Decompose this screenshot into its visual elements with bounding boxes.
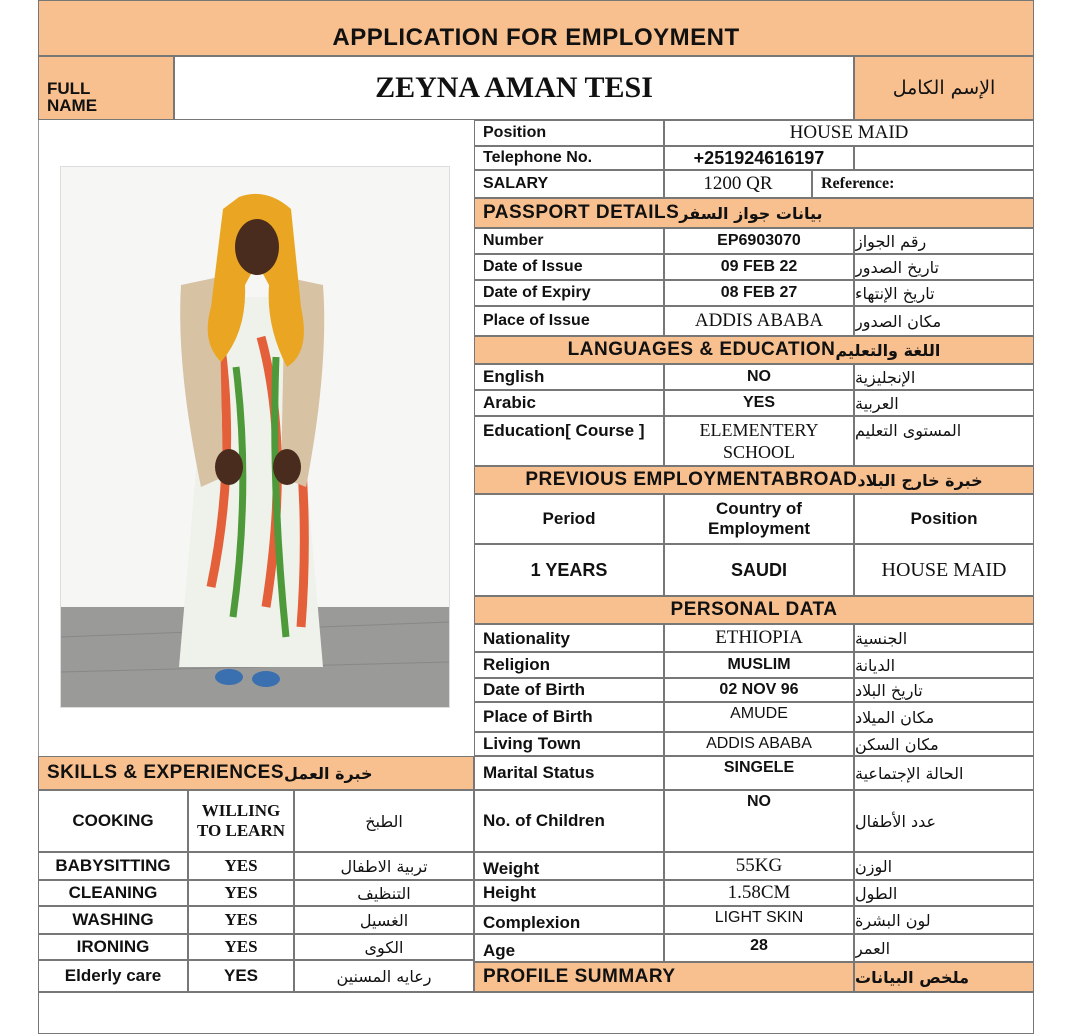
age-value: 28 xyxy=(664,934,854,962)
ironing-ar: الكوى xyxy=(294,934,474,960)
passport-place-ar: مكان الصدور xyxy=(854,306,1034,336)
weight-ar: الوزن xyxy=(854,852,1034,880)
ironing-label: IRONING xyxy=(38,934,188,960)
reference-label: Reference: xyxy=(812,170,1034,198)
washing-label: WASHING xyxy=(38,906,188,934)
living-town-ar: مكان السكن xyxy=(854,732,1034,756)
passport-header xyxy=(474,198,1034,228)
passport-number-ar: رقم الجواز xyxy=(854,228,1034,254)
education-label: Education[ Course ] xyxy=(474,416,664,466)
previous-employment-header-label: PREVIOUS EMPLOYMENTABROAD xyxy=(525,469,858,490)
passport-expiry-value: 08 FEB 27 xyxy=(664,280,854,306)
living-town-value: ADDIS ABABA xyxy=(664,732,854,756)
marital-status-value: SINGELE xyxy=(664,756,854,790)
country-column-header: Country of Employment xyxy=(664,494,854,544)
height-value: 1.58CM xyxy=(664,880,854,906)
period-column-header: Period xyxy=(474,494,664,544)
pob-ar: مكان الميلاد xyxy=(854,702,1034,732)
ironing-value: YES xyxy=(188,934,294,960)
passport-header-label: PASSPORT DETAILS xyxy=(483,202,680,223)
applicant-photo xyxy=(60,166,450,708)
nationality-label: Nationality xyxy=(474,624,664,652)
previous-period-value: 1 YEARS xyxy=(474,544,664,596)
languages-header-label: LANGUAGES & EDUCATION xyxy=(567,339,836,360)
skills-header xyxy=(38,756,474,790)
religion-ar: الديانة xyxy=(854,652,1034,678)
children-label: No. of Children xyxy=(474,790,664,852)
washing-value: YES xyxy=(188,906,294,934)
telephone-value: +251924616197 xyxy=(664,146,854,170)
passport-place-label: Place of Issue xyxy=(474,306,664,336)
babysitting-label: BABYSITTING xyxy=(38,852,188,880)
previous-employment-header xyxy=(474,466,1034,494)
cooking-ar: الطبخ xyxy=(294,790,474,852)
height-ar: الطول xyxy=(854,880,1034,906)
full-name-value: ZEYNA AMAN TESI xyxy=(174,56,854,120)
elderly-care-value: YES xyxy=(188,960,294,992)
education-ar: المستوى التعليم xyxy=(854,416,1034,466)
elderly-care-label: Elderly care xyxy=(38,960,188,992)
cleaning-value: YES xyxy=(188,880,294,906)
profile-summary-header: PROFILE SUMMARY xyxy=(474,962,854,992)
cooking-value: WILLING TO LEARN xyxy=(188,790,294,852)
passport-header-ar: بيانات جواز السفر xyxy=(679,203,823,223)
english-label: English xyxy=(474,364,664,390)
profile-summary-header-ar: ملخص البيانات xyxy=(854,962,1034,992)
salary-label: SALARY xyxy=(474,170,664,198)
age-ar: العمر xyxy=(854,934,1034,962)
profile-summary-body xyxy=(38,992,1034,1034)
passport-number-label: Number xyxy=(474,228,664,254)
full-name-label-ar: الإسم الكامل xyxy=(854,56,1034,120)
weight-value: 55KG xyxy=(664,852,854,880)
passport-expiry-label: Date of Expiry xyxy=(474,280,664,306)
previous-country-value: SAUDI xyxy=(664,544,854,596)
pob-label: Place of Birth xyxy=(474,702,664,732)
complexion-ar: لون البشرة xyxy=(854,906,1034,934)
personal-data-header: PERSONAL DATA xyxy=(474,596,1034,624)
cleaning-label: CLEANING xyxy=(38,880,188,906)
passport-issue-label: Date of Issue xyxy=(474,254,664,280)
previous-employment-header-ar: خبرة خارج البلاد xyxy=(857,470,983,490)
passport-issue-value: 09 FEB 22 xyxy=(664,254,854,280)
nationality-value: ETHIOPIA xyxy=(664,624,854,652)
height-label: Height xyxy=(474,880,664,906)
english-value: NO xyxy=(664,364,854,390)
dob-ar: تاريخ البلاد xyxy=(854,678,1034,702)
arabic-label: Arabic xyxy=(474,390,664,416)
elderly-care-ar: رعايه المسنين xyxy=(294,960,474,992)
telephone-label: Telephone No. xyxy=(474,146,664,170)
cleaning-ar: التنظيف xyxy=(294,880,474,906)
dob-value: 02 NOV 96 xyxy=(664,678,854,702)
education-value: ELEMENTERY SCHOOL xyxy=(664,416,854,466)
complexion-label: Complexion xyxy=(474,906,664,934)
form-title: APPLICATION FOR EMPLOYMENT xyxy=(38,0,1034,56)
skills-header-label: SKILLS & EXPERIENCES xyxy=(47,762,284,783)
languages-header-ar: اللغة والتعليم xyxy=(835,340,941,360)
children-ar: عدد الأطفال xyxy=(854,790,1034,852)
previous-position-value: HOUSE MAID xyxy=(854,544,1034,596)
children-value: NO xyxy=(664,790,854,852)
religion-label: Religion xyxy=(474,652,664,678)
babysitting-ar: تربية الاطفال xyxy=(294,852,474,880)
passport-expiry-ar: تاريخ الإنتهاء xyxy=(854,280,1034,306)
age-label: Age xyxy=(474,934,664,962)
position-label: Position xyxy=(474,120,664,146)
telephone-extra xyxy=(854,146,1034,170)
babysitting-value: YES xyxy=(188,852,294,880)
applicant-photo-illustration xyxy=(61,167,449,707)
pob-value: AMUDE xyxy=(664,702,854,732)
cooking-label: COOKING xyxy=(38,790,188,852)
dob-label: Date of Birth xyxy=(474,678,664,702)
nationality-ar: الجنسية xyxy=(854,624,1034,652)
skills-header-ar: خبرة العمل xyxy=(284,763,373,783)
marital-status-label: Marital Status xyxy=(474,756,664,790)
complexion-value: LIGHT SKIN xyxy=(664,906,854,934)
arabic-ar: العربية xyxy=(854,390,1034,416)
salary-value: 1200 QR xyxy=(664,170,812,198)
passport-issue-ar: تاريخ الصدور xyxy=(854,254,1034,280)
washing-ar: الغسيل xyxy=(294,906,474,934)
passport-place-value: ADDIS ABABA xyxy=(664,306,854,336)
religion-value: MUSLIM xyxy=(664,652,854,678)
languages-header xyxy=(474,336,1034,364)
position-column-header: Position xyxy=(854,494,1034,544)
english-ar: الإنجليزية xyxy=(854,364,1034,390)
weight-label: Weight xyxy=(474,852,664,880)
marital-status-ar: الحالة الإجتماعية xyxy=(854,756,1034,790)
passport-number-value: EP6903070 xyxy=(664,228,854,254)
position-value: HOUSE MAID xyxy=(664,120,1034,146)
full-name-label: FULL NAME xyxy=(38,56,174,120)
living-town-label: Living Town xyxy=(474,732,664,756)
arabic-value: YES xyxy=(664,390,854,416)
